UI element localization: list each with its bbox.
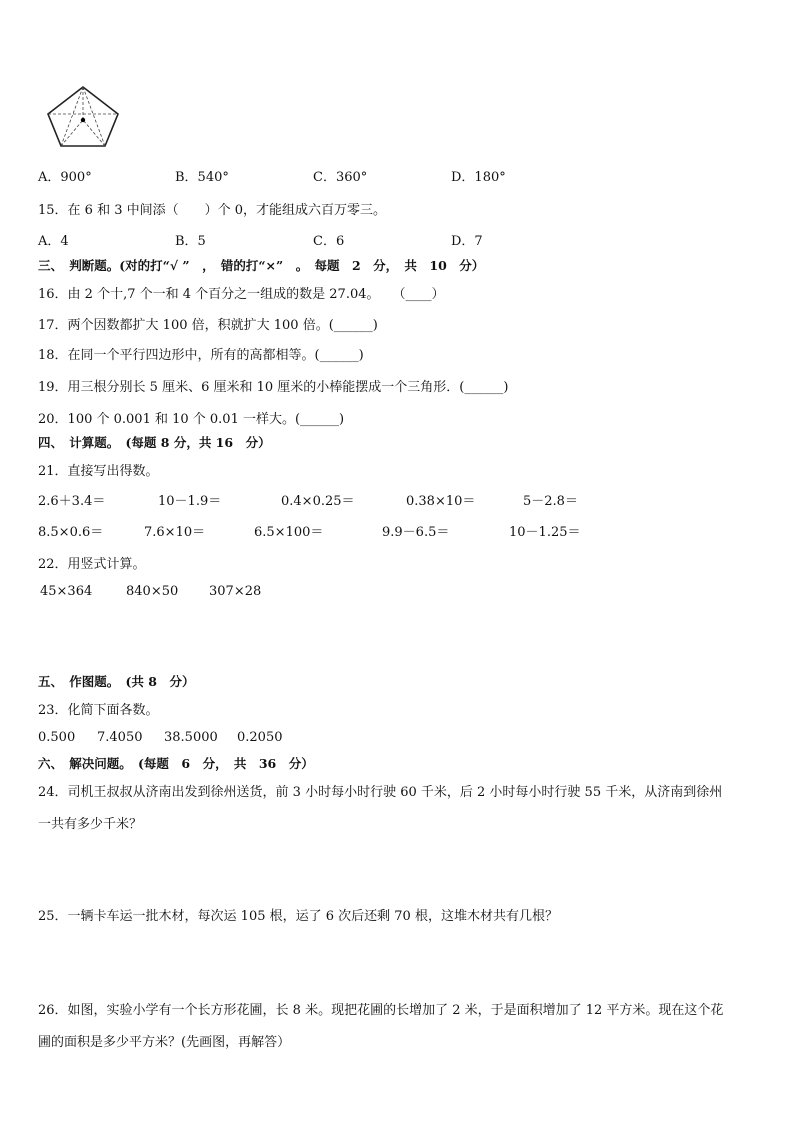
q23-item: 7.4050 xyxy=(97,730,143,745)
q15-option-b: B．5 xyxy=(175,234,206,249)
q21-item: 0.4×0.25＝ xyxy=(281,494,355,509)
q22-item: 840×50 xyxy=(126,584,179,599)
q21-item: 5－2.8＝ xyxy=(523,494,578,509)
q24-line-2: 一共有多少千米？ xyxy=(38,817,143,832)
q20: 20．100 个 0.001 和 10 个 0.01 一样大。(______) xyxy=(38,412,345,427)
q21-item: 8.5×0.6＝ xyxy=(38,525,104,540)
q21-item: 6.5×100＝ xyxy=(254,525,324,540)
q21-item: 9.9－6.5＝ xyxy=(382,525,450,540)
q19: 19．用三根分别长 5 厘米、6 厘米和 10 厘米的小棒能摆成一个三角形．(______) xyxy=(38,380,509,395)
q21-item: 10－1.25＝ xyxy=(509,525,581,540)
q21-item: 2.6＋3.4＝ xyxy=(38,494,106,509)
q14-option-b: B．540° xyxy=(175,170,229,185)
q22-stem: 22．用竖式计算。 xyxy=(38,557,146,572)
section-4-heading: 四、 计算题。 (每题 8 分，共 16 分） xyxy=(38,435,271,450)
q25: 25．一辆卡车运一批木材，每次运 105 根，运了 6 次后还剩 70 根，这堆木材共有几根？ xyxy=(38,909,558,924)
q23-item: 38.5000 xyxy=(164,730,218,745)
q18: 18．在同一个平行四边形中，所有的高都相等。(______) xyxy=(38,348,364,363)
q21-item: 10－1.9＝ xyxy=(158,494,222,509)
section-5-heading: 五、 作图题。 (共 8 分） xyxy=(38,674,195,689)
q22-item: 45×364 xyxy=(40,584,93,599)
q23-stem: 23．化简下面各数。 xyxy=(38,703,159,718)
q14-option-d: D．180° xyxy=(451,170,506,185)
q23-item: 0.500 xyxy=(38,730,76,745)
q15-option-c: C．6 xyxy=(313,234,345,249)
q14-option-a: A．900° xyxy=(38,170,92,185)
q21-stem: 21．直接写出得数。 xyxy=(38,464,159,479)
q26-line-2: 圃的面积是多少平方米？(先画图，再解答） xyxy=(38,1035,291,1050)
q17: 17．两个因数都扩大 100 倍，积就扩大 100 倍。(______) xyxy=(38,318,378,333)
q15-option-a: A．4 xyxy=(38,234,69,249)
q21-item: 0.38×10＝ xyxy=(406,494,476,509)
q24-line-1: 24．司机王叔叔从济南出发到徐州送货，前 3 小时每小时行驶 60 千米，后 2 小时每小时行驶 55 千米，从济南到徐州 xyxy=(38,785,723,800)
q16: 16．由 2 个十,7 个一和 4 个百分之一组成的数是 27.04。 （____） xyxy=(38,287,445,302)
q21-item: 7.6×10＝ xyxy=(144,525,206,540)
q23-item: 0.2050 xyxy=(237,730,283,745)
q26-line-1: 26．如图，实验小学有一个长方形花圃，长 8 米。现把花圃的长增加了 2 米，于是面积增加了 12 平方米。现在这个花 xyxy=(38,1003,724,1018)
q15-stem: 15．在 6 和 3 中间添（ ）个 0，才能组成六百万零三。 xyxy=(38,203,387,218)
q14-option-c: C．360° xyxy=(313,170,368,185)
pentagon-figure xyxy=(44,84,122,150)
section-3-heading: 三、 判断题。(对的打“√ ” ， 错的打“×” 。 每题 2 分， 共 10 分） xyxy=(38,258,485,273)
section-6-heading: 六、 解决问题。 (每题 6 分， 共 36 分） xyxy=(38,756,314,771)
q22-item: 307×28 xyxy=(209,584,262,599)
q15-option-d: D．7 xyxy=(451,234,483,249)
